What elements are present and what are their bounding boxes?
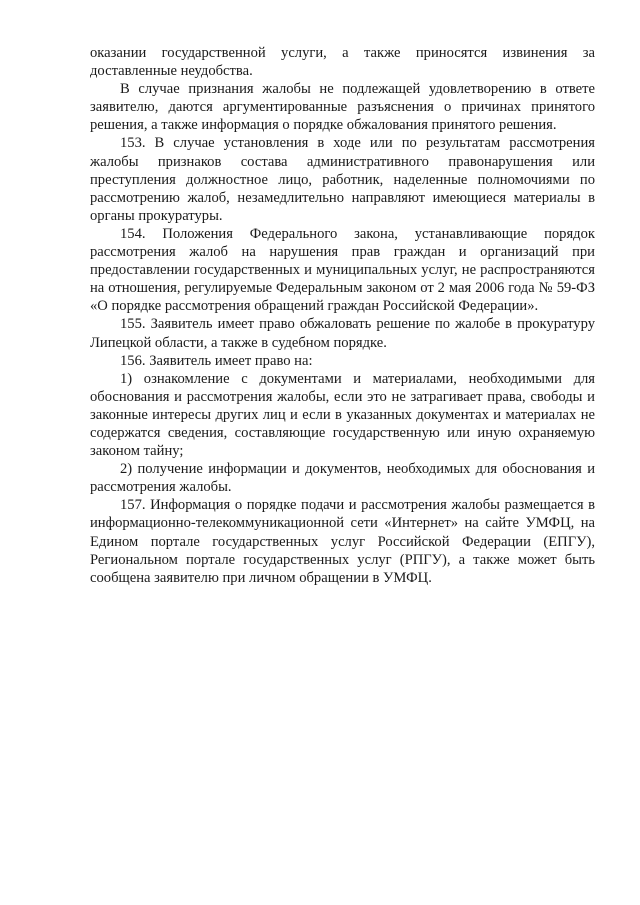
- paragraph-154: 154. Положения Федерального закона, устанавливающие порядок рассмотрения жалоб на нарушения прав граждан и организаций при предоставлении государственных и муниципальных услуг, не распространяются на отношения, регулируемые Федеральным законом от 2 мая 2006 года № 59-ФЗ «О порядке рассмотрения обращений граждан Российской Федерации».: [90, 225, 595, 315]
- document-body: [90, 44, 595, 587]
- paragraph-155: 155. Заявитель имеет право обжаловать решение по жалобе в прокуратуру Липецкой области, а также в судебном порядке.: [90, 316, 595, 351]
- paragraph-153: 153. В случае установления в ходе или по результатам рассмотрения жалобы признаков состава административного правонарушения или преступления должностное лицо, работник, наделенные полномочиями по рассмотрению жалоб, незамедлительно направляют имеющиеся материалы в органы прокуратуры.: [90, 135, 595, 224]
- paragraph-refusal-explanation: В случае признания жалобы не подлежащей удовлетворению в ответе заявителю, даются аргументированные разъяснения о причинах принятого решения, а также информация о порядке обжалования принятого решения.: [90, 81, 595, 134]
- paragraph-continuation: оказании государственной услуги, а также приносятся извинения за доставленные неудобства.: [90, 45, 595, 80]
- paragraph-156-item-2: 2) получение информации и документов, необходимых для обоснования и рассмотрения жалобы.: [90, 461, 595, 496]
- paragraph-156-item-1: 1) ознакомление с документами и материалами, необходимыми для обоснования и рассмотрения жалобы, если это не затрагивает права, свободы и законные интересы других лиц и если в указанных документах и материалах не содержатся сведения, составляющие государственную или иную охраняемую законом тайну;: [90, 370, 595, 460]
- paragraph-156: 156. Заявитель имеет право на:: [120, 352, 313, 369]
- paragraph-157: 157. Информация о порядке подачи и рассмотрения жалобы размещается в информационно-телекоммуникационной сети «Интернет» на сайте УМФЦ, на Едином портале государственных услуг Российской Федерации (ЕПГУ), Региональном портале государственных услуг (РПГУ), а также может быть сообщена заявителю при личном обращении в УМФЦ.: [90, 497, 595, 586]
